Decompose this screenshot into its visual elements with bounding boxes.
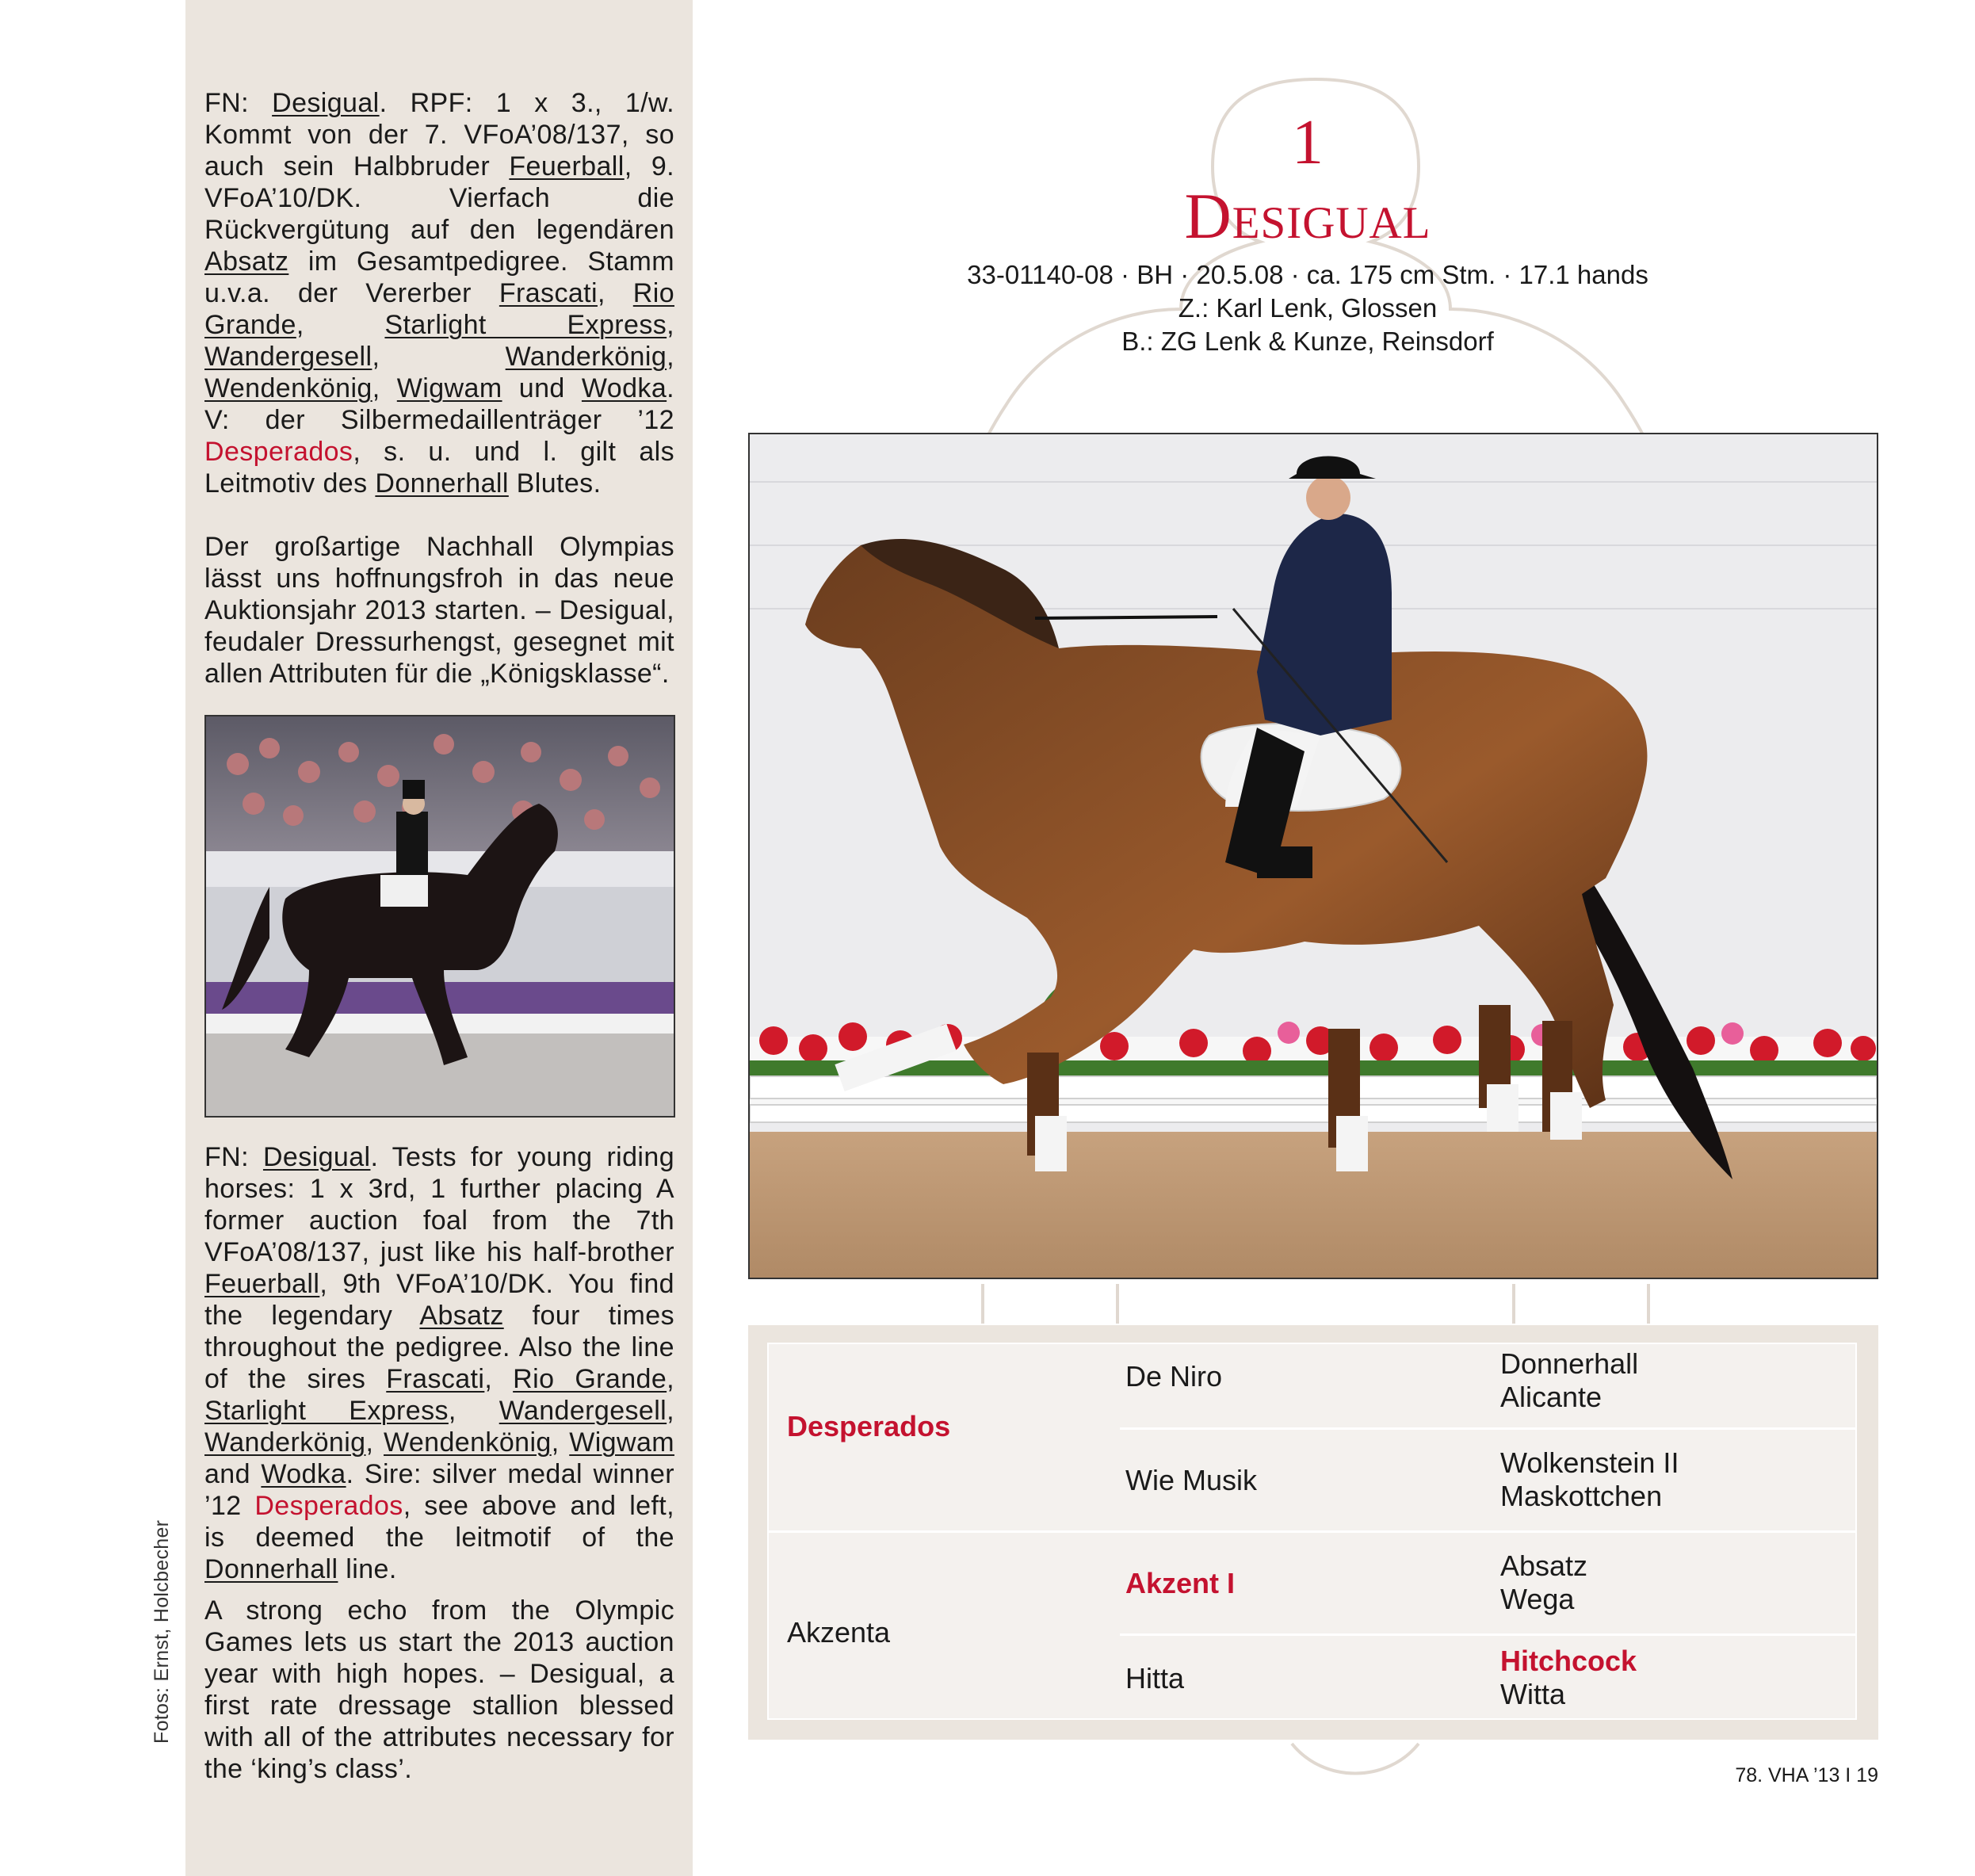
horse-name-link: Wandergesell [499, 1396, 667, 1426]
horse-name: Desigual [1184, 180, 1431, 252]
text-run: , 9th VFoA’10/DK. You find the legendary [204, 1269, 674, 1331]
horse-name-link: Donnerhall [375, 468, 509, 499]
english-paragraph-1 [204, 1141, 674, 1585]
english-paragraph-2 [204, 1595, 674, 1785]
horse-name-link: Absatz [419, 1301, 504, 1331]
german-paragraph-1 [204, 87, 674, 499]
pedigree-g3-4a: Hitchcock [1500, 1645, 1637, 1677]
text-run: , s. u. und l. gilt als Leitmotiv des [204, 437, 674, 499]
dressage-photo-main [748, 433, 1878, 1279]
horse-details: 33-01140-08 · BH · 20.5.08 · ca. 175 cm Stm. · 17.1 hands [967, 260, 1648, 289]
highlight-name: Desperados [204, 437, 353, 467]
text-run: , see above and left, is deemed the leitmotif of the [204, 1491, 674, 1553]
horse-name-link: Desigual [272, 88, 380, 118]
text-run: , [667, 310, 674, 340]
text-run: . Sire: silver medal winner ’12 [204, 1459, 674, 1521]
pedigree-dam-sire: Akzent I [1125, 1567, 1236, 1599]
text-run: , [448, 1396, 499, 1426]
horse-name-link: Wigwam [396, 373, 502, 403]
horse-name-link: Wanderkönig [505, 342, 667, 372]
text-run: . RPF: 1 x 3., 1/w. Kommt von der 7. VFoA’08/137, so auch sein Halbbruder [204, 88, 674, 181]
text-run: and [204, 1459, 262, 1489]
pedigree-dam: Akzenta [787, 1616, 891, 1649]
text-run: , [372, 342, 506, 372]
text-run: , [484, 1364, 514, 1394]
highlight-name: Desperados [254, 1491, 403, 1521]
text-run: FN: [204, 88, 273, 118]
horse-name-link: Wanderkönig [204, 1427, 366, 1458]
divider [1120, 1427, 1855, 1430]
pedigree-g3-1a: Donnerhall [1500, 1347, 1639, 1380]
catalog-number: 1 [1292, 108, 1324, 178]
horse-name-link: Wodka [261, 1459, 346, 1489]
pedigree-g3-3b: Wega [1500, 1583, 1575, 1615]
horse-name-link: Frascati [386, 1364, 485, 1394]
text-run: A strong echo from the Olympic Games lets us start the 2013 auction year with high hopes. – Desigual, a first rate dressage stallion blessed with all of the attributes necessary for the ‘king’s class’. [204, 1595, 674, 1784]
pedigree-sire-dam: Wie Musik [1125, 1464, 1258, 1496]
horse-name-link: Absatz [204, 246, 289, 277]
text-run: und [502, 373, 582, 403]
text-run: , 9. VFoA’10/DK. Vierfach die Rückvergütung auf den legendären [204, 151, 675, 245]
horse-name-link: Frascati [499, 278, 598, 308]
owner: B.: ZG Lenk & Kunze, Reinsdorf [1121, 327, 1494, 356]
pedigree-sire-sire: De Niro [1125, 1360, 1223, 1393]
horse-name-link: Desigual [262, 1142, 371, 1172]
text-run: FN: [204, 1142, 263, 1172]
pedigree-dam-dam: Hitta [1125, 1662, 1185, 1695]
text-run: , [372, 373, 397, 403]
horse-name-link: Feuerball [204, 1269, 320, 1299]
horse-name-link: Starlight Express [384, 310, 667, 340]
text-run: Der großartige Nachhall Olympias lässt uns hoffnungsfroh in das neue Auktionsjahr 2013 starten. – Desigual, feudaler Dressurhengst, gesegnet mit allen Attributen für die „Königsklasse“. [204, 532, 674, 689]
horse-name-link: Wodka [581, 373, 667, 403]
pedigree-sire: Desperados [787, 1410, 951, 1442]
horse-name-link: Donnerhall [204, 1554, 338, 1584]
german-text [204, 87, 674, 721]
text-run: , [365, 1427, 384, 1458]
horse-name-link: Wandergesell [204, 342, 372, 372]
divider [1120, 1633, 1855, 1636]
horse-name-link: Rio Grande [204, 278, 674, 340]
horse-name-link: Starlight Express [204, 1396, 449, 1426]
pedigree-g3-1b: Alicante [1500, 1381, 1603, 1413]
pedigree-g3-2a: Wolkenstein II [1500, 1446, 1679, 1479]
pedigree-g3-2b: Maskottchen [1500, 1480, 1663, 1512]
horse-name-link: Wendenkönig [204, 373, 372, 403]
text-run: Blutes. [508, 468, 602, 499]
text-run: , [667, 342, 674, 372]
text-run: , [551, 1427, 570, 1458]
horse-name-link: Wendenkönig [384, 1427, 552, 1458]
text-run: four times throughout the pedigree. Also the line of the sires [204, 1301, 674, 1394]
horse-name-link: Rio Grande [513, 1364, 667, 1394]
page-folio: 78. VHA ’13 I 19 [1735, 1764, 1878, 1786]
pedigree-g3-4b: Witta [1500, 1678, 1566, 1710]
text-run: , [667, 1396, 674, 1426]
horse-name-link: Wigwam [569, 1427, 674, 1458]
text-run: line. [338, 1554, 397, 1584]
breeder: Z.: Karl Lenk, Glossen [1178, 293, 1438, 323]
horse-name-link: Feuerball [509, 151, 625, 181]
photo-credit: Fotos: Ernst, Holcbecher [151, 1519, 173, 1744]
text-run: . V: der Silbermedaillenträger ’12 [204, 373, 674, 435]
text-run: , [597, 278, 633, 308]
german-paragraph-2 [204, 531, 674, 690]
divider [769, 1530, 1855, 1533]
dressage-photo-small [204, 715, 675, 1118]
english-text [204, 1141, 674, 1794]
text-run: . Tests for young riding horses: 1 x 3rd, 1 further placing A former auction foal from the 7th VFoA’08/137, just like his half-brother [204, 1142, 674, 1267]
pedigree-g3-3a: Absatz [1500, 1549, 1588, 1582]
text-run: , [296, 310, 385, 340]
text-run: , [667, 1364, 674, 1394]
text-run: im Gesamtpedigree. Stamm u.v.a. der Vererber [204, 246, 674, 308]
